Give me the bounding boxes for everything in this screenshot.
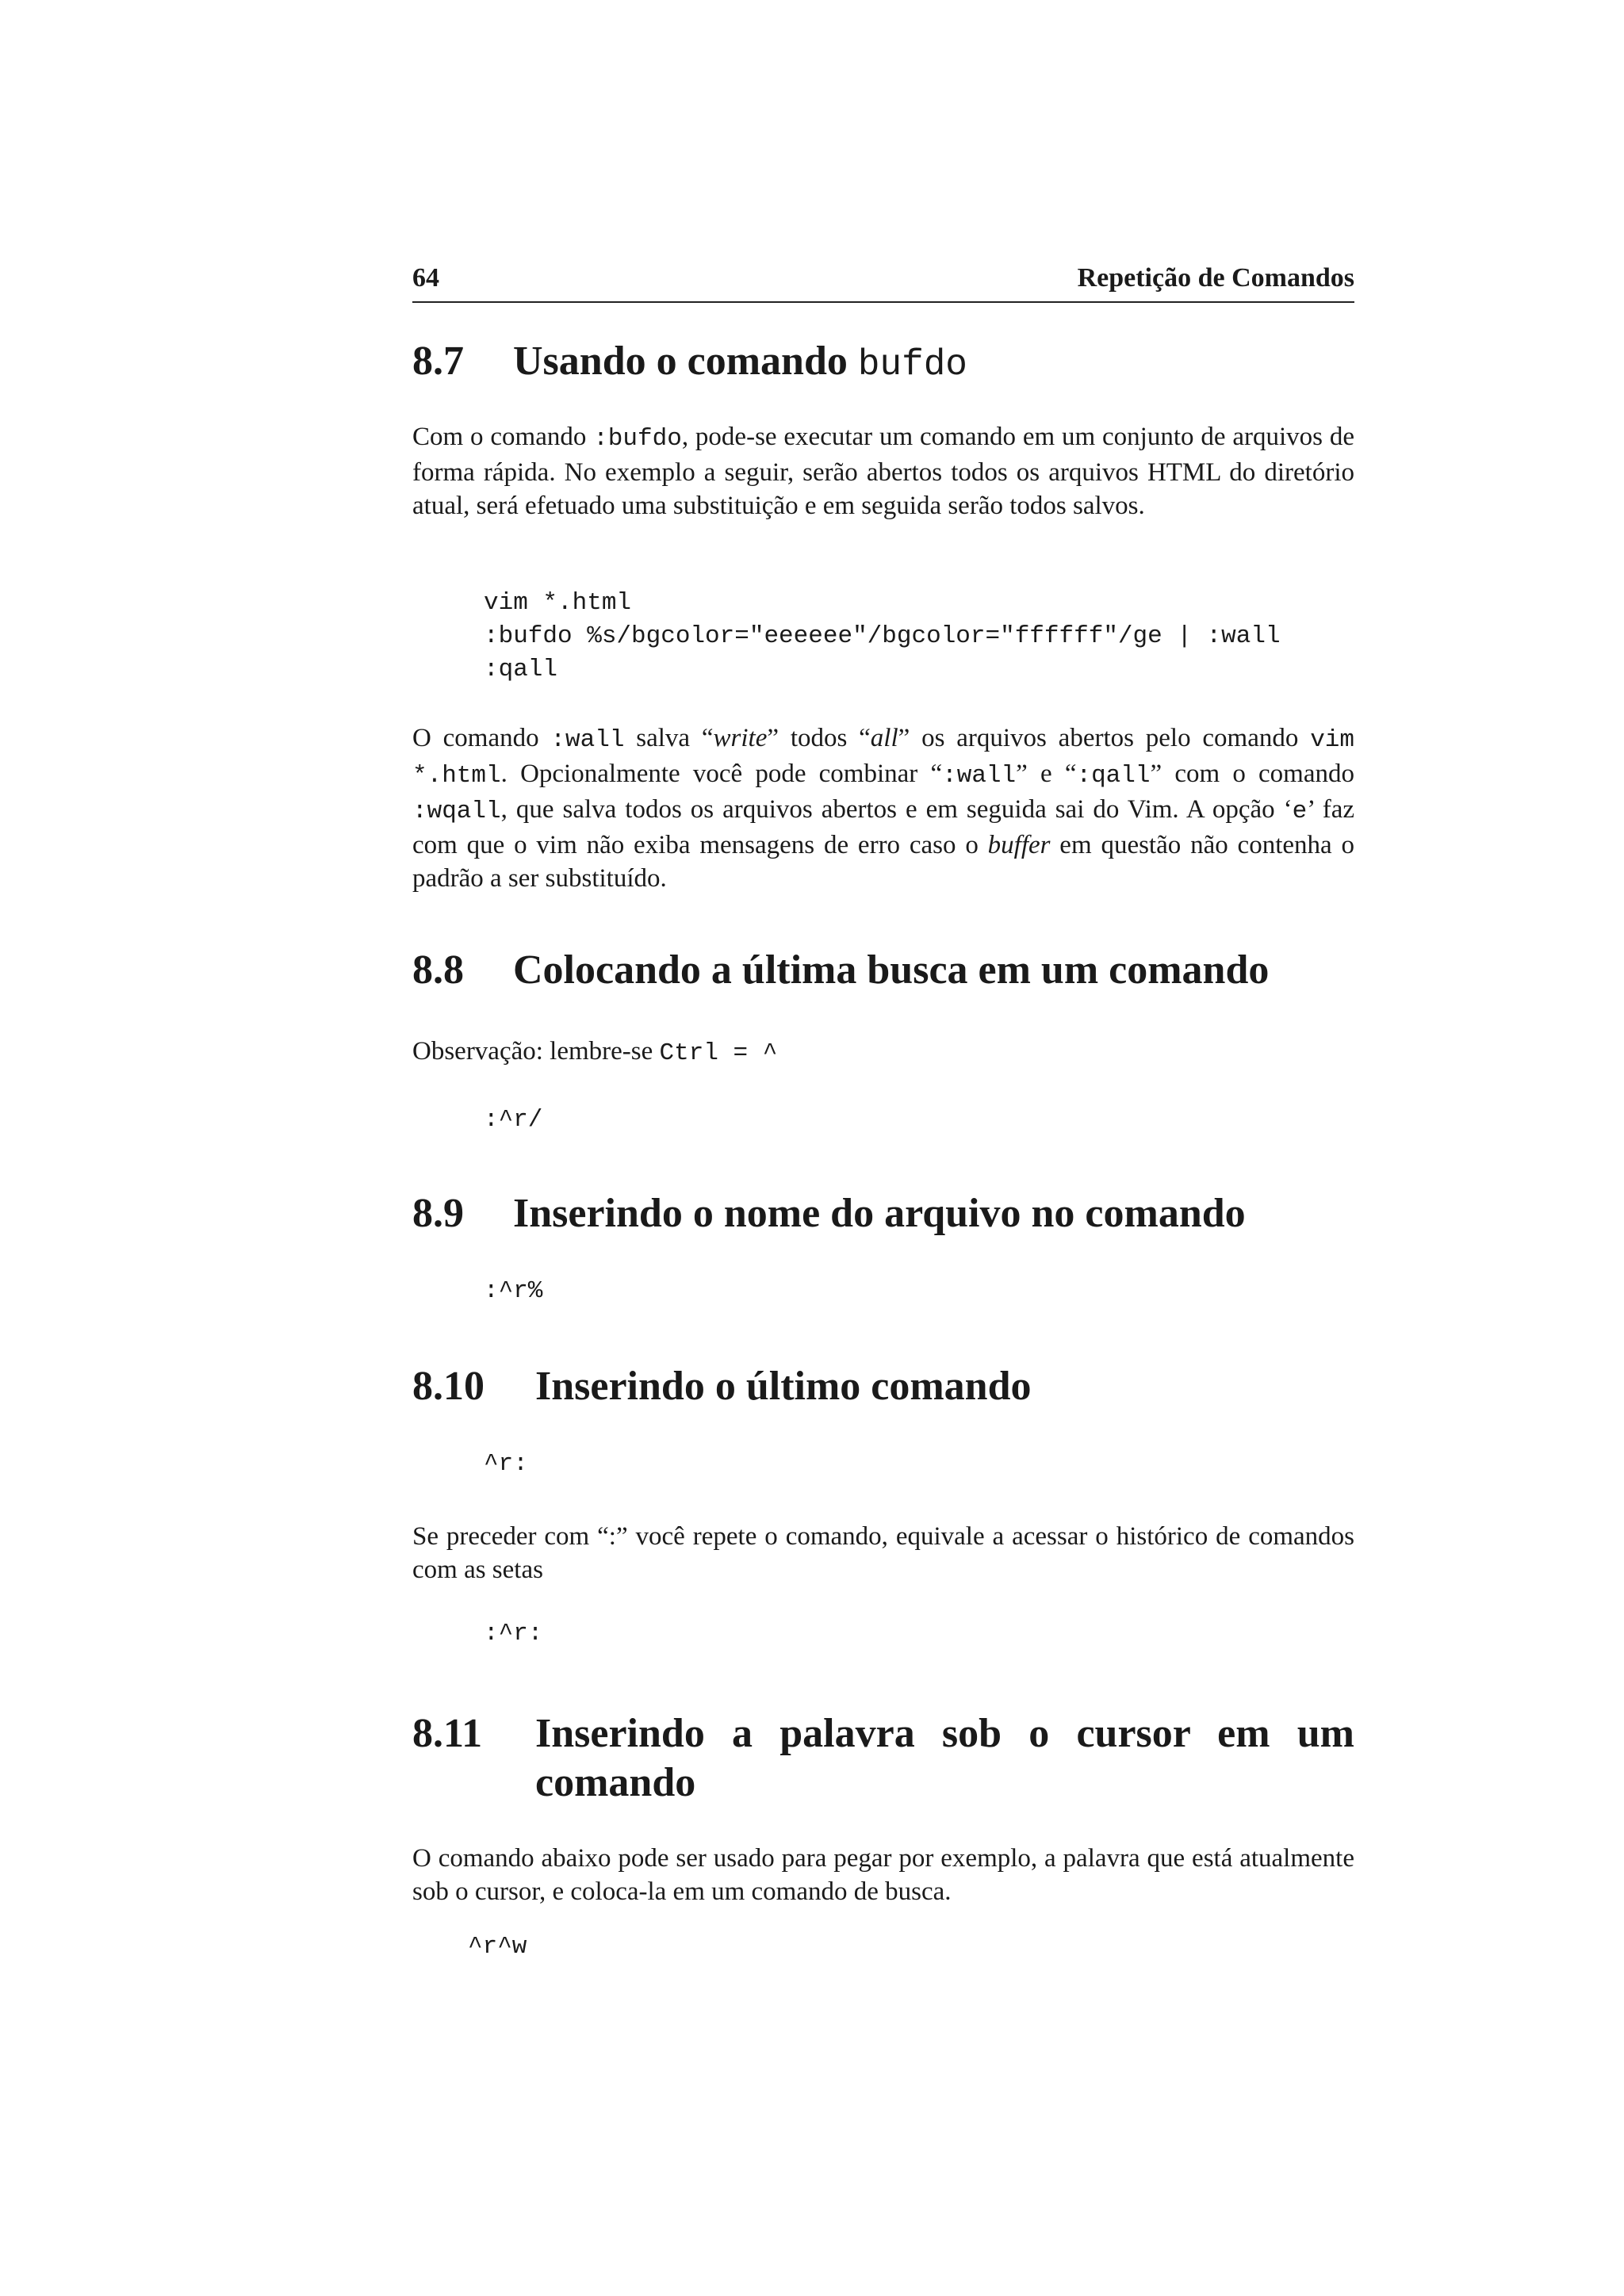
paragraph-bufdo-intro xyxy=(412,420,1354,522)
section-title: Inserindo o último comando xyxy=(535,1364,1032,1409)
section-number: 8.7 xyxy=(412,339,464,384)
inline-code: e xyxy=(1292,798,1308,825)
text: ” todos “ xyxy=(767,724,871,752)
code-line: vim *.html xyxy=(484,589,632,617)
section-title-code: bufdo xyxy=(857,344,967,385)
section-title-line-1: Inserindo a palavra sob o cursor em um xyxy=(535,1711,1354,1756)
code-block-last-command: ^r: xyxy=(484,1450,528,1478)
section-title: Inserindo o nome do arquivo no comando xyxy=(513,1191,1246,1236)
inline-code: Ctrl = ^ xyxy=(659,1039,778,1067)
text: ” com o comando xyxy=(1150,760,1354,788)
code-block-filename: :^r% xyxy=(484,1277,543,1305)
section-number: 8.8 xyxy=(412,947,464,993)
inline-code: :wall xyxy=(942,762,1017,790)
inline-code: :qall xyxy=(1076,762,1151,790)
code-block-history: :^r: xyxy=(484,1620,543,1647)
text: ” e “ xyxy=(1016,760,1077,788)
inline-code: :wall xyxy=(550,726,625,754)
section-heading-8-8 xyxy=(412,946,1354,995)
section-number: 8.10 xyxy=(412,1364,485,1409)
code-block-last-search: :^r/ xyxy=(484,1106,543,1134)
code-block-word-under-cursor: ^r^w xyxy=(468,1933,527,1961)
text: Observação: lembre-se xyxy=(412,1037,660,1066)
italic-text: write xyxy=(713,724,768,752)
paragraph-wall-explanation xyxy=(412,721,1354,895)
text: ” os arquivos abertos pelo comando xyxy=(898,724,1311,752)
running-header xyxy=(412,262,1354,303)
text: . Opcionalmente você pode combinar “ xyxy=(500,760,943,788)
text: ’ faz com que o vim não exiba mensagens de erro caso o xyxy=(412,795,1355,859)
section-heading-8-11 xyxy=(412,1709,1354,1808)
section-number: 8.11 xyxy=(412,1711,483,1756)
section-heading-8-9 xyxy=(412,1189,1354,1238)
section-heading-8-10 xyxy=(412,1362,1354,1411)
section-number: 8.9 xyxy=(412,1191,464,1236)
paragraph-history: Se preceder com “:” você repete o comando, equivale a acessar o histórico de comandos com as setas xyxy=(412,1522,1354,1584)
text: em questão não contenha o padrão a ser substituído. xyxy=(412,831,1354,893)
paragraph-word-under-cursor: O comando abaixo pode ser usado para pegar por exemplo, a palavra que está atualmente sob o cursor, e coloca-la em um comando de busca. xyxy=(412,1844,1354,1906)
code-line: :qall xyxy=(484,656,558,683)
code-line: :bufdo %s/bgcolor="eeeeee"/bgcolor="ffffff"/ge | :wall xyxy=(484,622,1281,650)
section-heading-8-7 xyxy=(412,337,1354,389)
text: , que salva todos os arquivos abertos e em seguida sai do Vim. A opção ‘ xyxy=(500,795,1293,824)
text: salva “ xyxy=(624,724,714,752)
section-title: Usando o comando xyxy=(513,339,848,384)
chapter-title: Repetição de Comandos xyxy=(1077,263,1354,293)
inline-code: vim *.html xyxy=(412,726,1354,790)
italic-text: all xyxy=(870,724,898,752)
section-title: Colocando a última busca em um comando xyxy=(513,947,1270,993)
paragraph-observation xyxy=(412,1035,1354,1070)
italic-text: buffer xyxy=(987,831,1051,859)
inline-code: :wqall xyxy=(412,798,501,825)
document-page xyxy=(412,0,1354,2296)
text: Com o comando xyxy=(412,423,594,451)
section-title-line-2: comando xyxy=(535,1760,696,1805)
text: , pode-se executar um comando em um conjunto de arquivos de forma rápida. No exemplo a seguir, serão abertos todos os arquivos HTML do diretório atual, será efetuado uma substituição e em seguida serão todos salvos. xyxy=(412,423,1354,520)
code-block-bufdo xyxy=(484,587,1281,687)
page-number: 64 xyxy=(412,263,439,293)
inline-code: :bufdo xyxy=(593,425,682,453)
text: O comando xyxy=(412,724,551,752)
